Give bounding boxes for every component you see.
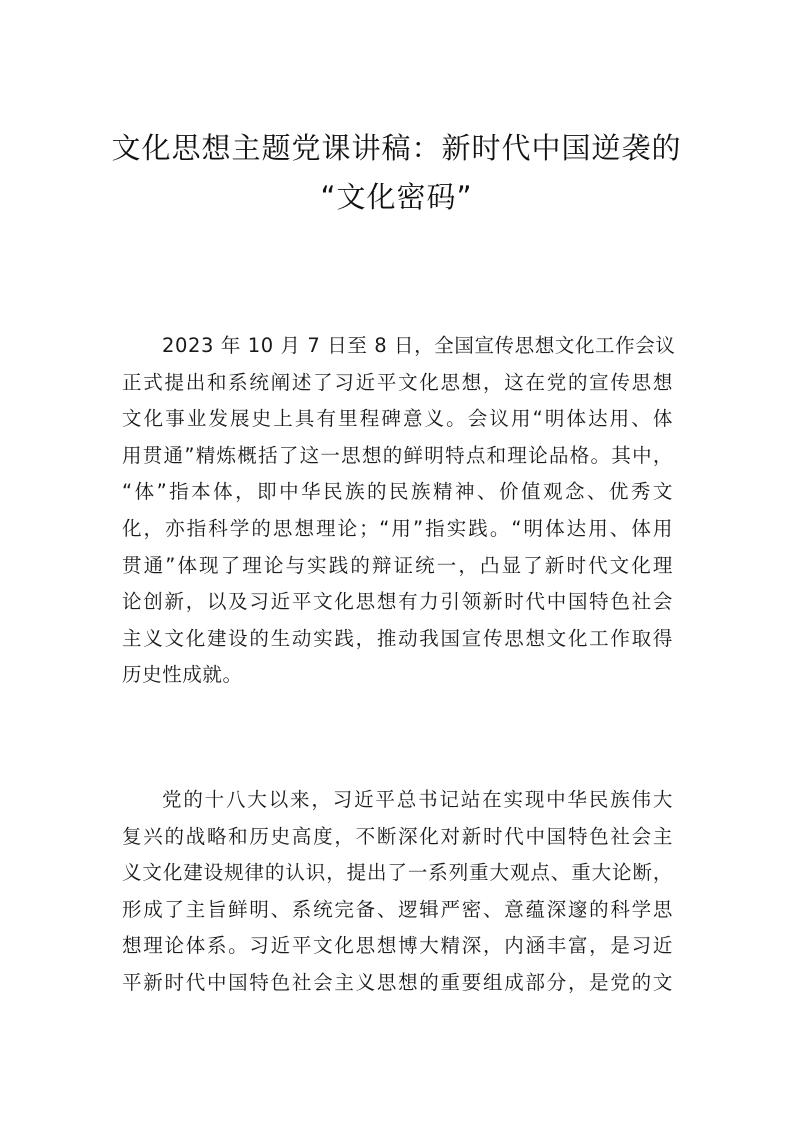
paragraph-line: 历史性成就。 (122, 663, 243, 687)
paragraph-line: 义文化建设规律的认识，提出了一系列重大观点、重大论断， (122, 861, 673, 885)
paragraph-line: 想理论体系。习近平文化思想博大精深，内涵丰富，是习近 (122, 934, 673, 958)
paragraph-line: 用贯通”精炼概括了这一思想的鲜明特点和理论品格。其中， (122, 443, 673, 467)
paragraph-line: 2023 年 10 月 7 日至 8 日，全国宣传思想文化工作会议 (162, 334, 676, 357)
paragraph-line: 复兴的战略和历史高度，不断深化对新时代中国特色社会主 (122, 824, 673, 848)
paragraph-line: “体”指本体，即中华民族的民族精神、价值观念、优秀文 (122, 480, 673, 504)
paragraph-line: 正式提出和系统阐述了习近平文化思想，这在党的宣传思想 (122, 370, 673, 394)
paragraph-line: 形成了主旨鲜明、系统完备、逻辑严密、意蕴深邃的科学思 (122, 897, 673, 921)
paragraph-line: 主义文化建设的生动实践，推动我国宣传思想文化工作取得 (122, 626, 673, 650)
paragraph-line: 党的十八大以来，习近平总书记站在实现中华民族伟大 (162, 788, 673, 811)
paragraph-line: 平新时代中国特色社会主义思想的重要组成部分，是党的文 (122, 970, 673, 994)
title-line: 文化思想主题党课讲稿：新时代中国逆袭的 (111, 131, 682, 165)
paragraph-line: 论创新，以及习近平文化思想有力引领新时代中国特色社会 (122, 590, 673, 614)
paragraph-line: 化，亦指科学的思想理论；“用”指实践。“明体达用、体用 (122, 516, 673, 540)
paragraph-line: 文化事业发展史上具有里程碑意义。会议用“明体达用、体 (122, 407, 673, 431)
paragraph (122, 782, 673, 1002)
title-line: “文化密码” (320, 180, 473, 214)
paragraph (122, 328, 676, 694)
paragraph-line: 贯通”体现了理论与实践的辩证统一，凸显了新时代文化理 (122, 553, 673, 577)
page-title (100, 124, 693, 222)
